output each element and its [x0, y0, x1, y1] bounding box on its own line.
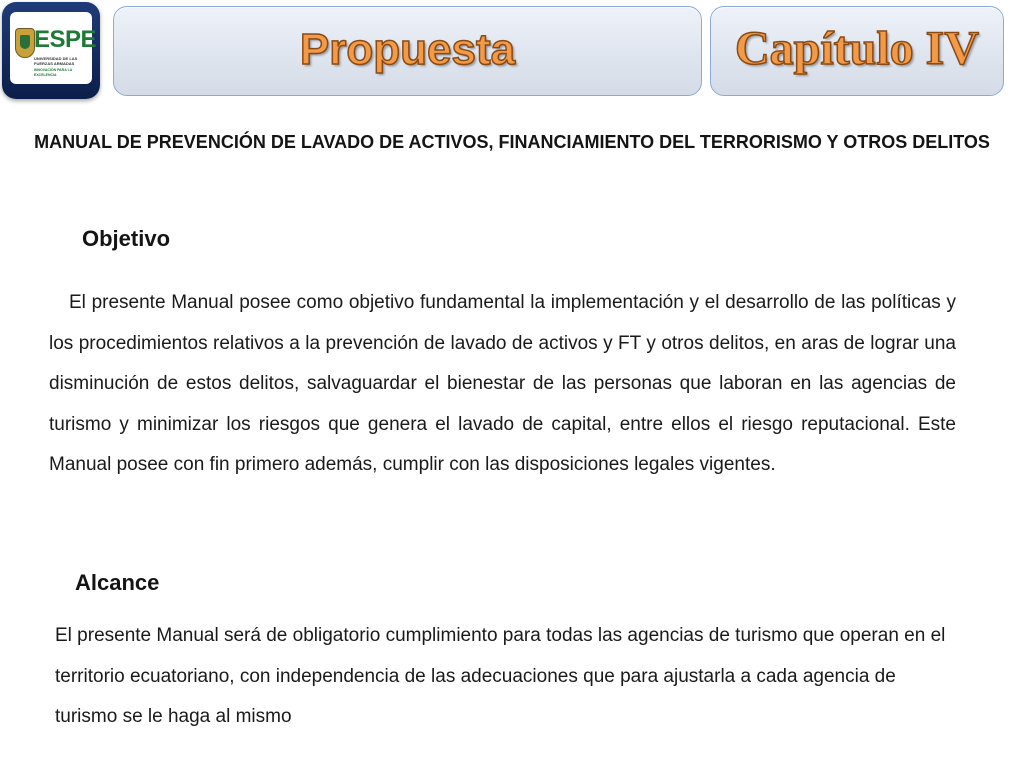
section-heading-alcance: Alcance	[75, 570, 160, 595]
banner-propuesta	[113, 6, 702, 96]
logo-tagline: INNOVACIÓN PARA LA EXCELENCIA	[34, 68, 73, 77]
section-body-objetivo: El presente Manual posee como objetivo fundamental la implementación y el desarrollo de las políticas y los procedimientos relativos a la prevención de lavado de activos y FT y otros delitos, en aras de lograr una disminución de estos delitos, salvaguardar el bienestar de las personas que laboran en las agencias de turismo y minimizar los riesgos que genera el lavado de capital, entre ellos el riesgo reputacional. Este Manual posee con fin primero además, cumplir con las disposiciones legales vigentes.	[49, 292, 956, 475]
logo-subtitle: UNIVERSIDAD DE LAS FUERZAS ARMADAS	[34, 56, 78, 66]
banner-title-capitulo: Capítulo IV	[734, 22, 980, 75]
logo-panel	[10, 12, 97, 84]
section-heading-objetivo: Objetivo	[82, 226, 171, 251]
banner-title-propuesta: Propuesta	[299, 25, 516, 74]
section-body-alcance: El presente Manual será de obligatorio cumplimiento para todas las agencias de turismo que operan en el territorio ecuatoriano, con independencia de las adecuaciones que para ajustarla a cada agencia de turismo se le haga al mismo	[55, 625, 946, 727]
shield-icon	[15, 28, 35, 58]
logo-wordmark: ESPE	[34, 26, 97, 53]
espe-logo	[2, 2, 100, 99]
document-title: MANUAL DE PREVENCIÓN DE LAVADO DE ACTIVOS, FINANCIAMIENTO DEL TERRORISMO Y OTROS DELITOS	[34, 132, 990, 152]
banner-capitulo	[710, 6, 1004, 96]
